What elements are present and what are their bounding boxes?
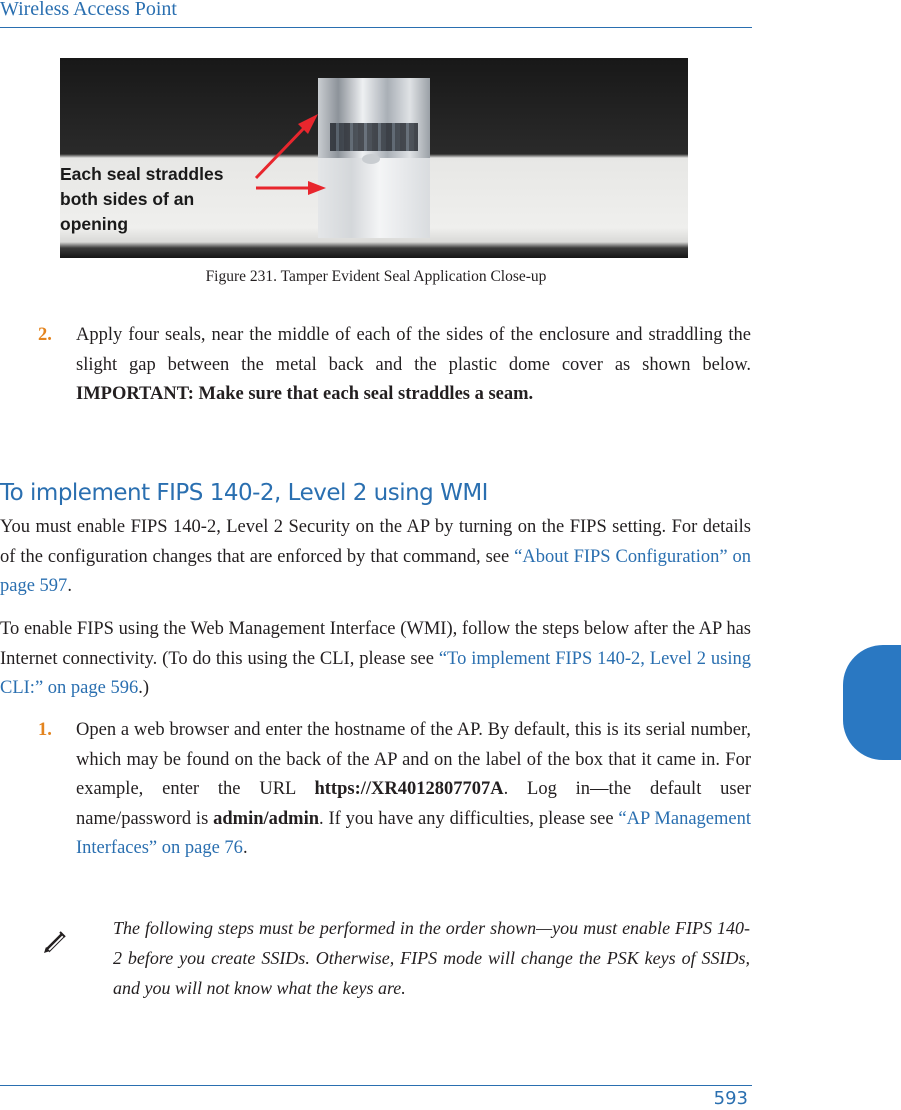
note-text: The following steps must be performed in the order shown—you must enable FIPS 140-2 before you create SSIDs. Otherwise, FIPS mode will change the PSK keys of SSIDs, and you will not know what the keys are. (113, 918, 750, 998)
arrow-up-line (256, 126, 306, 178)
step-2-important: IMPORTANT: Make sure that each seal straddles a seam. (76, 384, 534, 404)
arrow-right-head (308, 181, 326, 195)
step-1-number: 1. (38, 720, 52, 740)
page-number: 593 (713, 1088, 748, 1109)
seal-closeup-photo (60, 58, 688, 258)
overlay-line-1: Each seal straddles (60, 164, 224, 184)
step-2-number: 2. (38, 325, 52, 345)
example-url: https://XR4012807707A (314, 779, 504, 799)
header-rule (0, 27, 752, 28)
overlay-line-3: opening (60, 214, 129, 234)
section-paragraph-1: You must enable FIPS 140-2, Level 2 Security on the AP by turning on the FIPS setting. For details of the configuration changes that are enforced by that command, see “About FIPS Configuration” on page 597. (0, 517, 751, 596)
link-about-fips-configuration[interactable]: “About FIPS Configuration” on page 597 (0, 546, 751, 596)
red-arrows (60, 58, 688, 258)
link-fips-using-cli[interactable]: “To implement FIPS 140-2, Level 2 using CLI:” on page 596 (0, 648, 752, 698)
figure-caption: Figure 231. Tamper Evident Seal Application Close-up (205, 268, 547, 285)
section-paragraph-2: To enable FIPS using the Web Management Interface (WMI), follow the steps below after the AP has Internet connectivity. (To do this using the CLI, please see “To implement FIPS 140-2, Level 2 using CLI:” on page 596.) (0, 619, 752, 698)
section-heading: To implement FIPS 140-2, Level 2 using WMI (0, 480, 488, 506)
link-ap-management-interfaces[interactable]: “AP Management Interfaces” on page 76 (76, 808, 751, 858)
pencil-note-icon (42, 928, 68, 954)
step-2-text: Apply four seals, near the middle of each of the sides of the enclosure and straddling the slight gap between the metal back and the plastic dome cover as shown below. IMPORTANT: Make sure that each seal straddles a seam. (76, 325, 751, 404)
footer-rule (0, 1085, 752, 1086)
overlay-line-2: both sides of an (60, 189, 195, 209)
step-1-text: Open a web browser and enter the hostname of the AP. By default, this is its serial number, which may be found on the back of the AP and on the label of the box that it came in. For example, enter the URL https://XR4012807707A. Log in—the default user name/password is admin/admin. If you have any difficulties, please see “AP Management Interfaces” on page 76. (76, 720, 751, 858)
default-credentials: admin/admin (213, 808, 320, 829)
chapter-thumb-tab (843, 645, 901, 760)
running-header-title: Wireless Access Point (0, 0, 177, 20)
